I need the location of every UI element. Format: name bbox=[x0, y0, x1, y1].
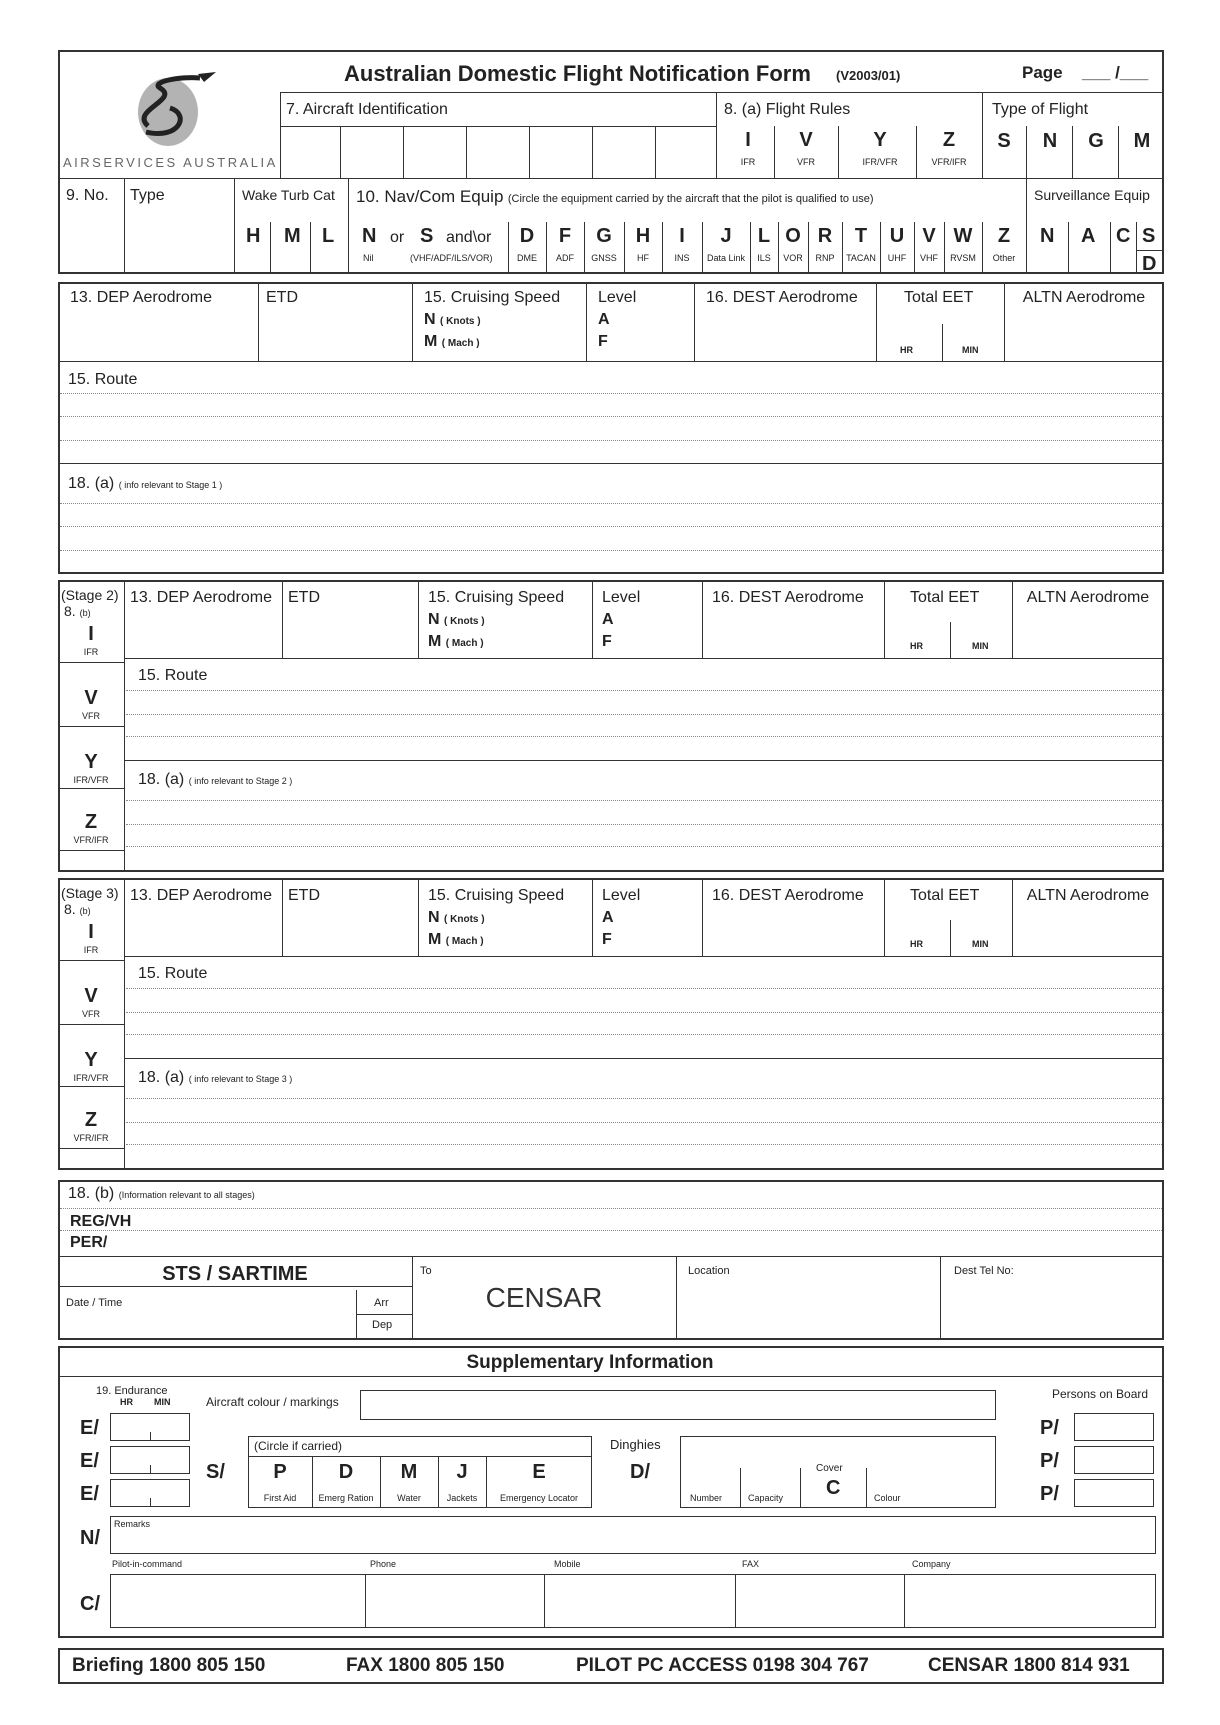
circle-label: (Circle if carried) bbox=[254, 1439, 343, 1453]
equip-n-sub: Nil bbox=[363, 253, 374, 263]
surv-s[interactable]: S bbox=[1142, 225, 1156, 247]
contact-c-label: C/ bbox=[80, 1593, 100, 1615]
reg-input[interactable] bbox=[140, 1210, 1158, 1228]
s1-dep-label: 13. DEP Aerodrome bbox=[70, 289, 213, 306]
stage3-route-input[interactable] bbox=[128, 990, 1160, 1056]
supplementary-title: Supplementary Information bbox=[466, 1352, 714, 1373]
navcom-label: 10. Nav/Com Equip (Circle the equipment carried by the aircraft that the pilot is qualified to use) bbox=[356, 187, 874, 206]
dinghies-cover-c[interactable]: C bbox=[826, 1477, 841, 1499]
stage2-rule-label: 8. (b) bbox=[64, 603, 91, 619]
pic-label: Pilot-in-command bbox=[112, 1559, 183, 1569]
endurance-e1: E/ bbox=[80, 1417, 99, 1439]
s1-level-label: Level bbox=[598, 289, 637, 306]
sartime-arr[interactable]: Arr bbox=[374, 1297, 389, 1309]
stage2-speed-m[interactable]: M ( Mach ) bbox=[428, 633, 484, 650]
stage2-speed-label: 15. Cruising Speed bbox=[428, 589, 565, 606]
type-label: Type bbox=[130, 187, 165, 204]
footer-briefing: Briefing 1800 805 150 bbox=[72, 1655, 266, 1676]
surv-n[interactable]: N bbox=[1040, 225, 1055, 247]
equip-s[interactable]: S bbox=[420, 225, 434, 247]
mobile-input[interactable] bbox=[544, 1574, 736, 1628]
page-number[interactable]: ___ /___ bbox=[1082, 63, 1149, 82]
endurance-e3: E/ bbox=[80, 1483, 99, 1505]
stage3-dep-label: 13. DEP Aerodrome bbox=[130, 887, 273, 904]
surv-a[interactable]: A bbox=[1081, 225, 1096, 247]
stage2-route-input[interactable] bbox=[128, 692, 1160, 758]
flight-rules-label: 8. (a) Flight Rules bbox=[724, 101, 851, 118]
phone-input[interactable] bbox=[365, 1574, 545, 1628]
dest-tel-label: Dest Tel No: bbox=[954, 1265, 1014, 1277]
stage3-dest-label: 16. DEST Aerodrome bbox=[712, 887, 864, 904]
sartime-censar: CENSAR bbox=[485, 1282, 603, 1313]
stage2-dest-label: 16. DEST Aerodrome bbox=[712, 589, 864, 606]
pob-p3: P/ bbox=[1040, 1483, 1059, 1505]
dinghies-capacity: Capacity bbox=[748, 1493, 784, 1503]
equip-s-sub: (VHF/ADF/ILS/VOR) bbox=[410, 253, 493, 263]
colour-input[interactable] bbox=[360, 1390, 996, 1420]
location-input[interactable] bbox=[684, 1282, 934, 1336]
stage2-level-a[interactable]: A bbox=[602, 611, 614, 628]
stage3-altn-label: ALTN Aerodrome bbox=[1026, 887, 1150, 904]
s1-route-label: 15. Route bbox=[68, 371, 138, 388]
per-label: PER/ bbox=[70, 1234, 108, 1251]
s1-speed-m[interactable]: M ( Mach ) bbox=[424, 333, 480, 350]
stage3-eet-label: Total EET bbox=[910, 887, 980, 904]
phone-label: Phone bbox=[370, 1559, 397, 1569]
stage3-label: (Stage 3) bbox=[61, 885, 119, 901]
flight-type-n[interactable]: N bbox=[1042, 130, 1058, 152]
pob-input-3[interactable] bbox=[1074, 1479, 1154, 1507]
logo bbox=[120, 70, 230, 150]
stage3-speed-n[interactable]: N ( Knots ) bbox=[428, 909, 485, 926]
type-of-flight-label: Type of Flight bbox=[992, 101, 1089, 118]
equip-n[interactable]: N bbox=[362, 225, 377, 247]
dinghies-cover: Cover bbox=[816, 1463, 843, 1474]
stage2-altn-label: ALTN Aerodrome bbox=[1026, 589, 1150, 606]
stage2-eet-min: MIN bbox=[972, 641, 989, 651]
wake-l[interactable]: L bbox=[322, 225, 335, 247]
pob-p2: P/ bbox=[1040, 1450, 1059, 1472]
stage3-speed-m[interactable]: M ( Mach ) bbox=[428, 931, 484, 948]
s1-info-input[interactable] bbox=[62, 504, 1160, 570]
stage3-eet-hr: HR bbox=[910, 939, 923, 949]
s1-eet-min: MIN bbox=[962, 345, 979, 355]
surveillance-label: Surveillance Equip bbox=[1034, 187, 1150, 203]
colour-label: Aircraft colour / markings bbox=[206, 1395, 339, 1409]
s1-altn-label: ALTN Aerodrome bbox=[1022, 289, 1146, 306]
stage2-route-label: 15. Route bbox=[138, 667, 208, 684]
stage2-eet-hr: HR bbox=[910, 641, 923, 651]
dinghies-d-label: D/ bbox=[630, 1461, 650, 1483]
endurance-label: 19. Endurance bbox=[96, 1385, 168, 1397]
stage2-speed-n[interactable]: N ( Knots ) bbox=[428, 611, 485, 628]
flight-type-g[interactable]: G bbox=[1088, 130, 1104, 152]
equip-or: or bbox=[390, 229, 405, 246]
dest-tel-input[interactable] bbox=[948, 1282, 1158, 1336]
stage2-label: (Stage 2) bbox=[61, 587, 119, 603]
surv-c[interactable]: C bbox=[1116, 225, 1131, 247]
s1-speed-label: 15. Cruising Speed bbox=[424, 289, 561, 306]
sartime-datetime-label: Date / Time bbox=[66, 1297, 123, 1309]
reg-label: REG/VH bbox=[70, 1213, 132, 1230]
s1-level-f[interactable]: F bbox=[598, 333, 608, 350]
stage3-level-f[interactable]: F bbox=[602, 931, 612, 948]
number-label: 9. No. bbox=[66, 187, 109, 204]
footer-pilot: PILOT PC ACCESS 0198 304 767 bbox=[576, 1655, 869, 1676]
stage2-etd-label: ETD bbox=[288, 589, 320, 606]
location-label: Location bbox=[688, 1265, 730, 1277]
s1-speed-n[interactable]: N ( Knots ) bbox=[424, 311, 481, 328]
pob-input-2[interactable] bbox=[1074, 1446, 1154, 1474]
all-stages-label: 18. (b) (Information relevant to all stages) bbox=[68, 1185, 255, 1202]
remarks-label: Remarks bbox=[114, 1519, 151, 1529]
fax-input[interactable] bbox=[735, 1574, 905, 1628]
pic-input[interactable] bbox=[110, 1574, 366, 1628]
s1-eet-hr: HR bbox=[900, 345, 913, 355]
stage2-dep-label: 13. DEP Aerodrome bbox=[130, 589, 273, 606]
logo-text: AIRSERVICES AUSTRALIA bbox=[63, 155, 278, 170]
airservices-logo-icon bbox=[120, 70, 230, 150]
wake-h[interactable]: H bbox=[246, 225, 261, 247]
stage2-eet-label: Total EET bbox=[910, 589, 980, 606]
s1-info-label: 18. (a) ( info relevant to Stage 1 ) bbox=[68, 475, 223, 492]
footer-censar: CENSAR 1800 814 931 bbox=[928, 1655, 1130, 1676]
stage2-info-label: 18. (a) ( info relevant to Stage 2 ) bbox=[138, 771, 293, 788]
endurance-hr: HR bbox=[120, 1397, 133, 1407]
remarks-input[interactable] bbox=[110, 1516, 1156, 1554]
form-version: (V2003/01) bbox=[836, 68, 901, 83]
sartime-title: STS / SARTIME bbox=[162, 1263, 308, 1285]
form-title: Australian Domestic Flight Notification Form bbox=[344, 61, 811, 86]
dinghies-label: Dinghies bbox=[610, 1437, 661, 1452]
stage2-level-label: Level bbox=[602, 589, 641, 606]
flight-type-m[interactable]: M bbox=[1133, 130, 1151, 152]
pob-input-1[interactable] bbox=[1074, 1413, 1154, 1441]
stage3-etd-label: ETD bbox=[288, 887, 320, 904]
dinghies-colour: Colour bbox=[874, 1493, 901, 1503]
remarks-n-label: N/ bbox=[80, 1527, 100, 1549]
s1-eet-label: Total EET bbox=[904, 289, 974, 306]
footer-fax: FAX 1800 805 150 bbox=[346, 1655, 505, 1676]
mobile-label: Mobile bbox=[554, 1559, 581, 1569]
company-input[interactable] bbox=[904, 1574, 1156, 1628]
flight-type-s[interactable]: S bbox=[997, 130, 1011, 152]
survival-s-label: S/ bbox=[206, 1461, 225, 1483]
stage3-eet-min: MIN bbox=[972, 939, 989, 949]
s1-route-input[interactable] bbox=[62, 394, 1160, 460]
stage3-rule-label: 8. (b) bbox=[64, 901, 91, 917]
endurance-min: MIN bbox=[154, 1397, 171, 1407]
stage2-info-input[interactable] bbox=[128, 802, 1160, 868]
s1-dest-label: 16. DEST Aerodrome bbox=[706, 289, 858, 306]
s1-level-a[interactable]: A bbox=[598, 311, 610, 328]
stage3-info-label: 18. (a) ( info relevant to Stage 3 ) bbox=[138, 1069, 293, 1086]
page-label: Page bbox=[1022, 63, 1063, 82]
dinghies-number: Number bbox=[690, 1493, 723, 1503]
wake-m[interactable]: M bbox=[284, 225, 301, 247]
s1-etd-label: ETD bbox=[266, 289, 298, 306]
stage3-level-a[interactable]: A bbox=[602, 909, 614, 926]
surv-d[interactable]: D bbox=[1142, 253, 1157, 275]
persons-label: Persons on Board bbox=[1052, 1387, 1149, 1401]
company-label: Company bbox=[912, 1559, 951, 1569]
sartime-datetime-input[interactable] bbox=[64, 1312, 352, 1336]
stage3-info-input[interactable] bbox=[128, 1100, 1160, 1166]
wake-label: Wake Turb Cat bbox=[242, 187, 335, 203]
equip-andor: and\or bbox=[446, 229, 492, 246]
endurance-e2: E/ bbox=[80, 1450, 99, 1472]
stage3-level-label: Level bbox=[602, 887, 641, 904]
stage2-level-f[interactable]: F bbox=[602, 633, 612, 650]
aircraft-id-label: 7. Aircraft Identification bbox=[286, 101, 448, 118]
sartime-dep[interactable]: Dep bbox=[372, 1319, 393, 1331]
per-input[interactable] bbox=[120, 1232, 1158, 1252]
fax-label: FAX bbox=[742, 1559, 760, 1569]
aircraft-id-input[interactable] bbox=[282, 128, 714, 176]
pob-p1: P/ bbox=[1040, 1417, 1059, 1439]
sartime-to-label: To bbox=[420, 1265, 432, 1277]
stage3-speed-label: 15. Cruising Speed bbox=[428, 887, 565, 904]
stage3-route-label: 15. Route bbox=[138, 965, 208, 982]
